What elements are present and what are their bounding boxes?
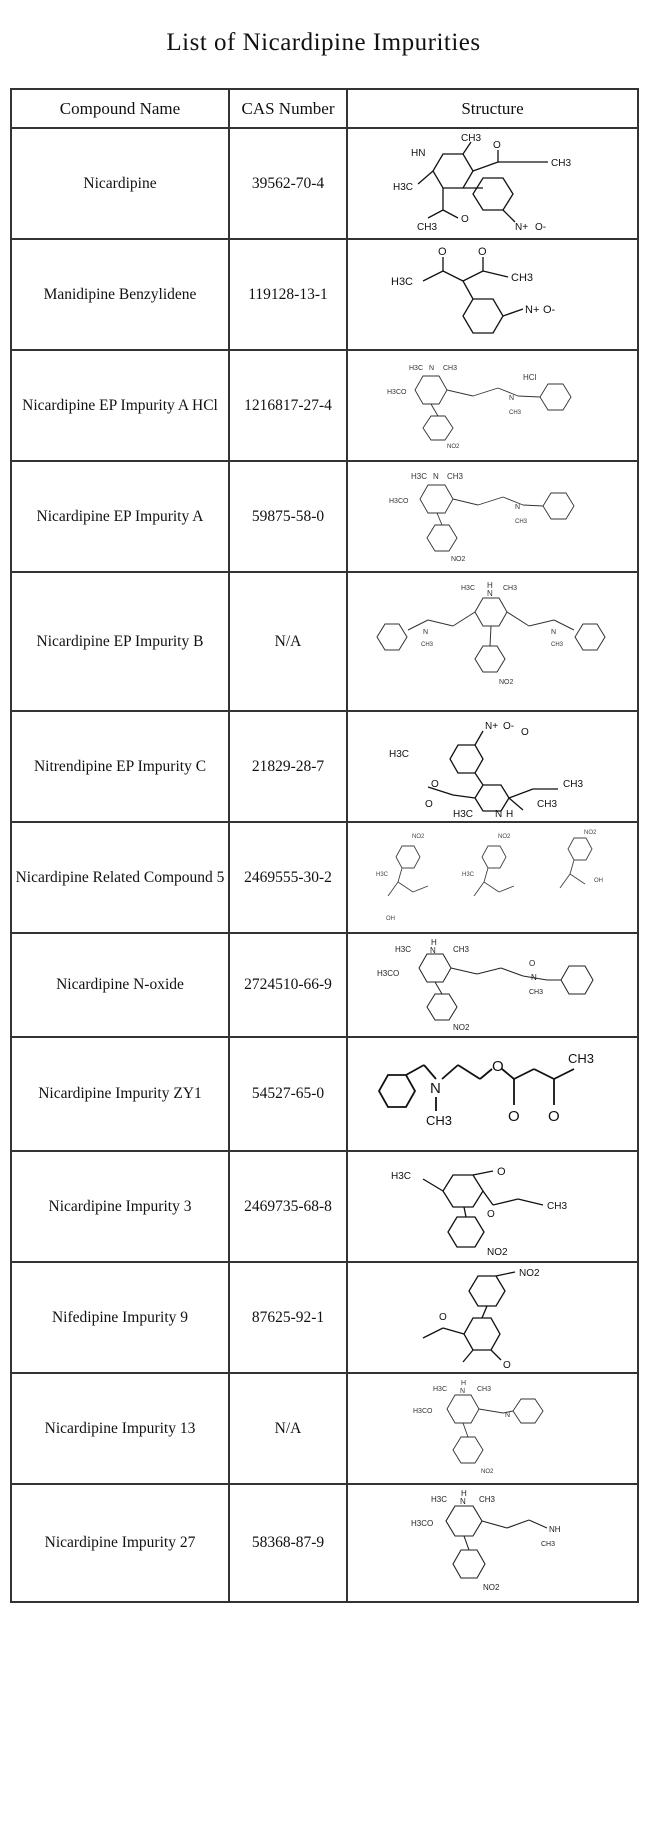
header-structure: Structure bbox=[347, 89, 638, 128]
structure-cell bbox=[347, 461, 638, 572]
atom-label: CH3 bbox=[442, 364, 457, 372]
structure-cell bbox=[347, 1484, 638, 1602]
atom-label: NO2 bbox=[518, 1267, 540, 1279]
atom-label: N+ bbox=[514, 221, 528, 233]
atom-label: H bbox=[505, 808, 513, 819]
compound-name: Nicardipine Related Compound 5 bbox=[11, 822, 229, 933]
atom-label: O bbox=[492, 139, 501, 151]
atom-label: N bbox=[429, 1080, 441, 1097]
cas-number: 54527-65-0 bbox=[229, 1037, 347, 1151]
atom-label: OH bbox=[385, 915, 395, 922]
atom-label: O- bbox=[502, 720, 514, 732]
compound-name: Nicardipine EP Impurity B bbox=[11, 572, 229, 711]
atom-label: H3CO bbox=[410, 1519, 433, 1528]
atom-label: CH3 bbox=[514, 518, 527, 525]
atom-label: H3C bbox=[388, 748, 409, 760]
atom-label: H3C bbox=[460, 584, 475, 592]
atom-label: H3C bbox=[375, 871, 388, 878]
structure-drawing bbox=[383, 354, 603, 458]
atom-label: H bbox=[486, 580, 493, 590]
atom-label: CH3 bbox=[416, 221, 437, 233]
structure-drawing bbox=[383, 1155, 603, 1259]
atom-label: N bbox=[504, 1411, 510, 1419]
structure-drawing bbox=[373, 576, 613, 708]
atom-label: NO2 bbox=[450, 555, 465, 563]
atom-label: N bbox=[432, 471, 439, 481]
header-compound-name: Compound Name bbox=[11, 89, 229, 128]
structure-drawing bbox=[383, 132, 603, 236]
atom-label: HN bbox=[410, 147, 425, 159]
table-row bbox=[11, 1373, 638, 1484]
atom-label: O bbox=[430, 778, 439, 790]
atom-label: H3CO bbox=[386, 388, 406, 396]
cas-number: 2469555-30-2 bbox=[229, 822, 347, 933]
atom-label: N bbox=[486, 588, 493, 598]
atom-label: CH3 bbox=[502, 584, 517, 592]
atom-label: NO2 bbox=[498, 678, 513, 686]
atom-label: NO2 bbox=[583, 829, 596, 836]
atom-label: CH3 bbox=[536, 798, 557, 810]
atom-label: N bbox=[422, 628, 428, 636]
atom-label: CH3 bbox=[460, 132, 481, 144]
atom-label: N bbox=[550, 628, 556, 636]
atom-label: CH3 bbox=[476, 1385, 491, 1393]
atom-label: H3C bbox=[410, 471, 427, 481]
structure-drawing bbox=[383, 715, 603, 819]
atom-label: NO2 bbox=[482, 1583, 499, 1592]
atom-label: H3CO bbox=[388, 497, 408, 505]
atom-label: N+ bbox=[524, 303, 539, 316]
atom-label: N bbox=[428, 364, 434, 372]
atom-label: N bbox=[459, 1387, 465, 1395]
cas-number: 2469735-68-8 bbox=[229, 1151, 347, 1262]
compound-name: Manidipine Benzylidene bbox=[11, 239, 229, 350]
atom-label: NO2 bbox=[480, 1468, 493, 1475]
atom-label: CH3 bbox=[420, 641, 433, 648]
structure-cell bbox=[347, 1151, 638, 1262]
structure-cell bbox=[347, 711, 638, 822]
impurities-table bbox=[10, 88, 639, 1603]
structure-cell bbox=[347, 239, 638, 350]
cas-number: N/A bbox=[229, 1373, 347, 1484]
structure-cell bbox=[347, 933, 638, 1037]
atom-label: CH3 bbox=[446, 471, 463, 481]
atom-label: O bbox=[502, 1359, 511, 1370]
structure-drawing bbox=[373, 936, 613, 1034]
cas-number: 2724510-66-9 bbox=[229, 933, 347, 1037]
atom-label: CH3 bbox=[510, 271, 533, 284]
table-row bbox=[11, 822, 638, 933]
atom-label: O bbox=[460, 213, 469, 225]
atom-label: CH3 bbox=[508, 409, 521, 416]
atom-label: CH3 bbox=[567, 1051, 594, 1066]
table-row bbox=[11, 1037, 638, 1151]
atom-label: CH3 bbox=[478, 1495, 495, 1504]
structure-drawing bbox=[383, 1488, 603, 1598]
atom-label: CH3 bbox=[550, 641, 563, 648]
atom-label: O bbox=[438, 1311, 447, 1323]
table-row bbox=[11, 1484, 638, 1602]
atom-label: H3C bbox=[392, 181, 413, 193]
atom-label: CH3 bbox=[528, 989, 543, 996]
atom-label: H3C bbox=[408, 364, 423, 372]
document-title: List of Nicardipine Impurities bbox=[166, 29, 481, 56]
atom-label: CH3 bbox=[550, 157, 571, 169]
atom-label: N bbox=[459, 1497, 466, 1506]
table-row bbox=[11, 350, 638, 461]
atom-label: H3C bbox=[461, 871, 474, 878]
cas-number: 21829-28-7 bbox=[229, 711, 347, 822]
table-row bbox=[11, 128, 638, 239]
compound-name: Nicardipine Impurity 3 bbox=[11, 1151, 229, 1262]
structure-drawing bbox=[383, 1377, 603, 1481]
atom-label: H3CO bbox=[376, 969, 399, 978]
atom-label: O bbox=[491, 1058, 504, 1075]
atom-label: NO2 bbox=[486, 1246, 508, 1258]
atom-label: O bbox=[437, 245, 447, 258]
atom-label: NO2 bbox=[497, 833, 510, 840]
structure-drawing bbox=[383, 243, 603, 347]
compound-name: Nifedipine Impurity 9 bbox=[11, 1262, 229, 1373]
header-cas-number: CAS Number bbox=[229, 89, 347, 128]
table-row bbox=[11, 933, 638, 1037]
atom-label: N bbox=[494, 808, 502, 819]
structure-drawing bbox=[358, 826, 628, 930]
compound-name: Nicardipine EP Impurity A bbox=[11, 461, 229, 572]
atom-label: O- bbox=[534, 221, 546, 233]
cas-number: 39562-70-4 bbox=[229, 128, 347, 239]
table-row bbox=[11, 711, 638, 822]
atom-label: NO2 bbox=[446, 443, 459, 450]
atom-label: N+ bbox=[484, 720, 498, 732]
atom-label: HCl bbox=[522, 372, 536, 382]
structure-cell bbox=[347, 1262, 638, 1373]
table-header-row bbox=[11, 89, 638, 128]
cas-number: 59875-58-0 bbox=[229, 461, 347, 572]
cas-number: N/A bbox=[229, 572, 347, 711]
atom-label: O bbox=[547, 1108, 560, 1125]
atom-label: NO2 bbox=[452, 1023, 469, 1032]
atom-label: O bbox=[520, 726, 529, 738]
atom-label: O bbox=[496, 1165, 506, 1178]
structure-drawing bbox=[383, 465, 603, 569]
atom-label: NO2 bbox=[411, 833, 424, 840]
cas-number: 87625-92-1 bbox=[229, 1262, 347, 1373]
atom-label: H3C bbox=[390, 275, 413, 288]
structure-cell bbox=[347, 822, 638, 933]
atom-label: H bbox=[460, 1379, 466, 1387]
table-row bbox=[11, 461, 638, 572]
atom-label: N bbox=[530, 973, 537, 982]
atom-label: O bbox=[424, 798, 433, 810]
structure-cell bbox=[347, 128, 638, 239]
table-row bbox=[11, 1151, 638, 1262]
atom-label: H3C bbox=[430, 1495, 447, 1504]
cas-number: 58368-87-9 bbox=[229, 1484, 347, 1602]
atom-label: H3C bbox=[390, 1170, 411, 1182]
atom-label: O bbox=[486, 1208, 495, 1220]
cas-number: 119128-13-1 bbox=[229, 239, 347, 350]
structure-cell bbox=[347, 1373, 638, 1484]
atom-label: CH3 bbox=[425, 1113, 452, 1128]
structure-cell bbox=[347, 1037, 638, 1151]
atom-label: O- bbox=[542, 303, 555, 316]
table-row bbox=[11, 572, 638, 711]
table-row bbox=[11, 1262, 638, 1373]
atom-label: NH bbox=[548, 1525, 561, 1534]
compound-name: Nicardipine N-oxide bbox=[11, 933, 229, 1037]
atom-label: H3C bbox=[432, 1385, 447, 1393]
atom-label: OH bbox=[593, 877, 603, 884]
compound-name: Nicardipine bbox=[11, 128, 229, 239]
table-row bbox=[11, 239, 638, 350]
atom-label: CH3 bbox=[540, 1541, 555, 1548]
atom-label: CH3 bbox=[452, 945, 469, 954]
structure-cell bbox=[347, 350, 638, 461]
cas-number: 1216817-27-4 bbox=[229, 350, 347, 461]
compound-name: Nitrendipine EP Impurity C bbox=[11, 711, 229, 822]
atom-label: H bbox=[460, 1489, 467, 1498]
compound-name: Nicardipine Impurity ZY1 bbox=[11, 1037, 229, 1151]
atom-label: CH3 bbox=[546, 1200, 567, 1212]
atom-label: N bbox=[429, 946, 436, 955]
atom-label: O bbox=[528, 959, 535, 968]
atom-label: N bbox=[508, 394, 514, 402]
atom-label: H bbox=[430, 938, 437, 947]
structure-cell bbox=[347, 572, 638, 711]
structure-drawing bbox=[368, 1041, 618, 1147]
compound-name: Nicardipine EP Impurity A HCl bbox=[11, 350, 229, 461]
atom-label: H3CO bbox=[412, 1407, 432, 1415]
compound-name: Nicardipine Impurity 27 bbox=[11, 1484, 229, 1602]
structure-drawing bbox=[383, 1266, 603, 1370]
atom-label: H3C bbox=[452, 808, 473, 819]
atom-label: N bbox=[514, 503, 520, 511]
atom-label: O bbox=[507, 1108, 520, 1125]
atom-label: CH3 bbox=[562, 778, 583, 790]
compound-name: Nicardipine Impurity 13 bbox=[11, 1373, 229, 1484]
atom-label: H3C bbox=[394, 945, 411, 954]
atom-label: O bbox=[477, 245, 487, 258]
